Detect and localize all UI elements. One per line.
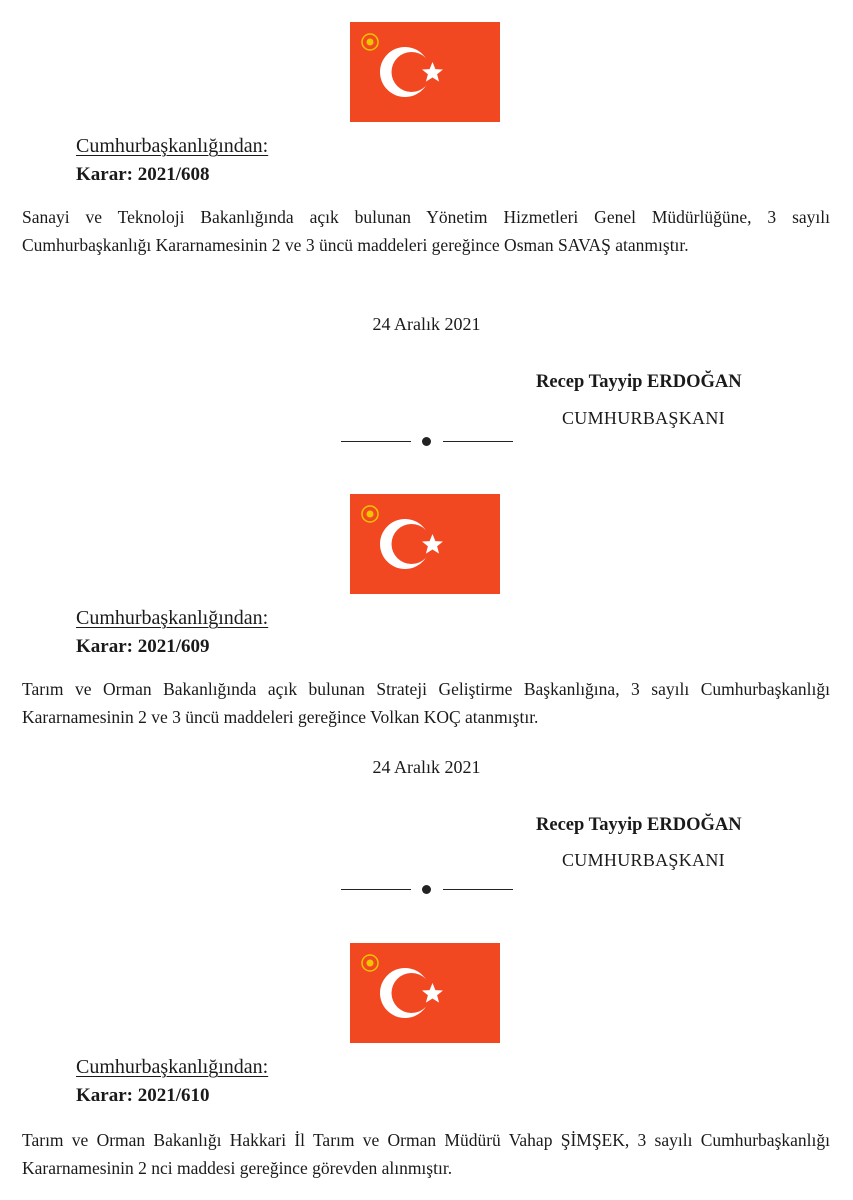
presidential-flag-icon bbox=[350, 943, 500, 1043]
presidential-flag-icon bbox=[350, 494, 500, 594]
section-heading: Cumhurbaşkanlığından: bbox=[76, 607, 269, 629]
decision-number: Karar: 2021/609 bbox=[76, 636, 210, 657]
section-heading: Cumhurbaşkanlığından: bbox=[76, 1056, 269, 1078]
separator-dot-icon bbox=[422, 437, 431, 446]
decision-number: Karar: 2021/608 bbox=[76, 164, 210, 185]
section-separator bbox=[341, 432, 513, 448]
decision-date: 24 Aralık 2021 bbox=[372, 314, 481, 334]
section-separator bbox=[341, 880, 513, 896]
signer-title: CUMHURBAŞKANI bbox=[562, 408, 725, 428]
flag-svg bbox=[350, 494, 500, 594]
section-heading: Cumhurbaşkanlığından: bbox=[76, 135, 269, 157]
flag-svg bbox=[350, 22, 500, 122]
signer-name: Recep Tayyip ERDOĞAN bbox=[536, 815, 742, 835]
decision-text: Tarım ve Orman Bakanlığı Hakkari İl Tarım ve Orman Müdürü Vahap ŞİMŞEK, 3 sayılı Cumhurbaşkanlığı Kararnamesinin 2 nci maddesi gereğince görevden alınmıştır. bbox=[22, 1130, 830, 1178]
signer-name: Recep Tayyip ERDOĞAN bbox=[536, 372, 742, 392]
decision-number: Karar: 2021/610 bbox=[76, 1085, 210, 1106]
decision-date: 24 Aralık 2021 bbox=[372, 757, 481, 777]
separator-dot-icon bbox=[422, 885, 431, 894]
flag-svg bbox=[350, 943, 500, 1043]
signer-title: CUMHURBAŞKANI bbox=[562, 850, 725, 870]
presidential-flag-icon bbox=[350, 22, 500, 122]
decision-text: Sanayi ve Teknoloji Bakanlığında açık bulunan Yönetim Hizmetleri Genel Müdürlüğüne, 3 sayılı Cumhurbaşkanlığı Kararnamesinin 2 ve 3 üncü maddeleri gereğince Osman SAVAŞ atanmıştır. bbox=[22, 207, 830, 255]
decision-text: Tarım ve Orman Bakanlığında açık bulunan Strateji Geliştirme Başkanlığına, 3 sayılı Cumhurbaşkanlığı Kararnamesinin 2 ve 3 üncü maddeleri gereğince Volkan KOÇ atanmıştır. bbox=[22, 679, 830, 727]
